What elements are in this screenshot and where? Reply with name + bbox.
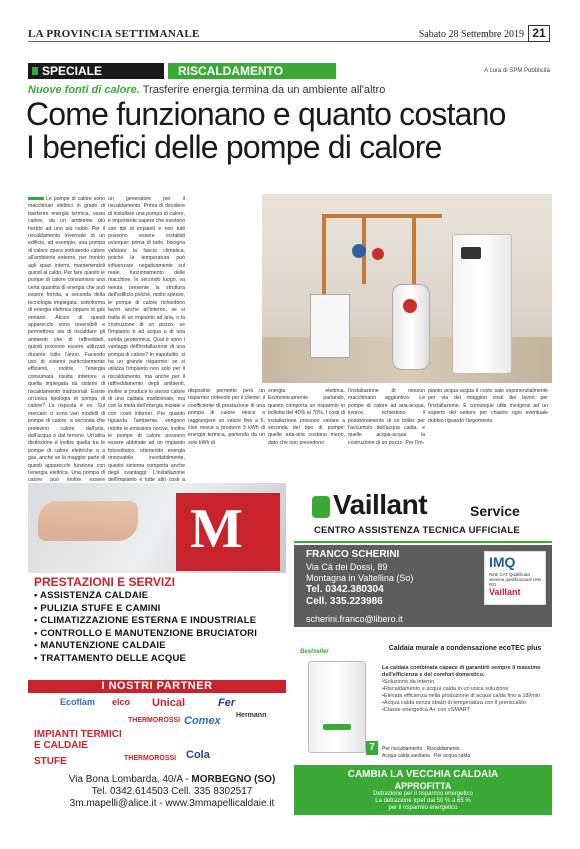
imq-brand: Vaillant bbox=[489, 587, 521, 597]
stufe-label: STUFE bbox=[34, 756, 67, 767]
vaillant-brand: Vaillant bbox=[333, 489, 428, 520]
photo-pump-blue bbox=[352, 244, 366, 258]
advert-phones: Tel. 0342.614503 Cell. 335 8302517 bbox=[91, 786, 253, 797]
vaillant-service: Service bbox=[470, 503, 520, 519]
services-heading: PRESTAZIONI E SERVIZI bbox=[34, 575, 175, 589]
legend-item: Per acqua calda bbox=[433, 753, 471, 759]
vaillant-header bbox=[294, 483, 552, 543]
vaillant-logo bbox=[312, 489, 427, 521]
product-description bbox=[382, 665, 548, 714]
address-city: MORBEGNO (SO) bbox=[191, 774, 276, 785]
advert-contacts: 3m.mapelli@alice.it - www.3mmapellicaldaie.it bbox=[69, 798, 275, 809]
article-headline bbox=[26, 98, 556, 164]
vaillant-centre: CENTRO ASSISTENZA TECNICA UFFICIALE bbox=[314, 525, 520, 536]
photo-water-tank bbox=[392, 284, 430, 370]
service-item: • ASSISTENZA CALDAIE bbox=[34, 590, 149, 601]
promo-line-3: Detrazione per il risparmio energetico bbox=[373, 791, 473, 797]
product-intro: La caldaia combinata capace di garantirti sempre il massimo dell'efficienza e del comfort domestico. bbox=[382, 665, 541, 678]
masthead bbox=[28, 28, 550, 42]
promo-line-1: CAMBIA LA VECCHIA CALDAIA bbox=[347, 769, 499, 780]
warranty-badge: 7 bbox=[366, 741, 378, 755]
product-point: •Acqua calda senza sbalzi di temperatura con il preriscaldo bbox=[382, 700, 526, 706]
energy-legend bbox=[382, 746, 548, 760]
service-item: • CONTROLLO E MANUTENZIONE BRUCIATORI bbox=[34, 627, 258, 639]
contact-email[interactable]: scherini.franco@libero.it bbox=[294, 611, 552, 627]
imq-text: Rete CAT Qualificata sistema qualificazione UNI 001 bbox=[489, 572, 541, 587]
product-point: •Soluzione da interno bbox=[382, 679, 435, 685]
partner-logo: Ecoflam bbox=[60, 697, 96, 707]
photo-pipe bbox=[322, 214, 442, 218]
headline-line-1: Come funzionano e quanto costano bbox=[26, 96, 506, 132]
legend-item: Per riscaldamento bbox=[382, 746, 423, 752]
photo-pump-red bbox=[372, 248, 384, 260]
services-list bbox=[34, 590, 257, 666]
promo-banner bbox=[294, 765, 552, 815]
article-column-1 bbox=[28, 196, 105, 484]
legend-item: Riscaldamento bbox=[426, 746, 460, 752]
column-1-text: Le pompe di calore sono macchinari elettrici in grado di trasferire energia termica, ossia calore, da un ambiente più freddo ad uno più caldo. Per il riscaldamento invernale di un edificio, ad esempio, una pompa di calore opera sottraendo calore all'ambiente esterno, per fornirlo agli spazi interni, mantenendoli quindi al caldo. Per fare questo le pompe di calore consumano una certa quantità di energia che può essere fornita, a seconda della tecnologia impiegata, sottoforma di energia elettrica oppure di gas metano. Alcuni di questi apparecchi sono reversibili e permettono sia di riscaldare gli ambienti che di raffreddarli, quindi possono essere utilizzati durante tutto l'anno. Facendo uso di sistemi particolarmente efficienti, inoltre, l'energia consumata risulta inferiore a quella impiegata da sistemi di riscaldamento tradizionali. Esiste un'unica tipologia di pompa di calore? La risposta è no. Sul mercato ci sono vari modelli di pompe di calore, a seconda che prelevino calore dall'aria, dall'acqua o dal terreno. Un'altra distinzione è inoltre quella tra le pompe di calore elettriche o a gas, anche se la maggior parte di questi apparecchi funziona con l'energia elettrica. Una pompa di calore può inoltre essere bbox=[28, 196, 105, 484]
promo-line-5: per il risparmio energetico bbox=[388, 805, 458, 811]
column-5-text: l'installazione di nessun macchinario aggiuntivo. Le pompe di calore ad aria-acqua, invece, richiedono il posizionamento di un boiler per l'accumulo dell'acqua calda, e quelle acqua-acqua la costruzione di un pozzo. Per l'im- bbox=[348, 388, 425, 446]
column-6-text: pianto acqua-acqua il costo sale esponenzialmente per via dei maggiori costi dei lavori per l'installazione. È comunque utile rivolgersi ad un esperto del settore per chiarire ogni eventuale dubbio riguardo l'argomento. bbox=[428, 388, 548, 424]
promo-line-4: La detrazione Irpef dal 50 % a 65 % bbox=[375, 798, 471, 804]
partners-heading: I NOSTRI PARTNER bbox=[28, 680, 286, 693]
advert-3m[interactable] bbox=[28, 483, 286, 815]
service-item: • TRATTAMENTO DELLE ACQUE bbox=[34, 652, 187, 664]
photo-control-unit bbox=[310, 294, 350, 358]
section-bar bbox=[28, 63, 550, 79]
product-point: •Classe energetica A+ con vSMART bbox=[382, 707, 470, 713]
photo-pipe bbox=[322, 214, 326, 294]
lead-marker bbox=[28, 197, 44, 200]
article-column-3 bbox=[188, 388, 265, 474]
column-3-text: dispositivi permette però un risparmio notevole per il cliente: il coefficiente di prestazione di una pompa di calore riesce a raggiungere un valore fino a 5, cioè riesce a produrre 5 kWh di energia termica, partendo da un solo kWh di bbox=[188, 388, 265, 446]
product-point: •Riscaldamento e acqua calda in un'unica soluzione bbox=[382, 686, 509, 692]
kicker-text: Trasferire energia termina da un ambiente all'altro bbox=[139, 84, 386, 96]
kicker-lead: Nuove fonti di calore. bbox=[28, 84, 140, 96]
advert-hand-image bbox=[38, 501, 138, 541]
partner-logo: Unical bbox=[152, 697, 186, 709]
imq-title: IMQ bbox=[489, 554, 516, 570]
partner-logo: THERMOROSSI bbox=[124, 755, 177, 762]
partner-logo: Comex bbox=[184, 715, 221, 727]
address-street: Via Bona Lombarda, 40/A - bbox=[68, 774, 192, 785]
3m-logo bbox=[176, 493, 280, 571]
contact-name: FRANCO SCHERINI bbox=[306, 549, 400, 560]
article-column-4 bbox=[268, 388, 345, 474]
article-column-2 bbox=[108, 196, 185, 484]
impianti-label: IMPIANTI TERMICI E CALDAIE bbox=[34, 729, 122, 751]
partner-logo: Fer bbox=[218, 697, 236, 709]
photo-heat-pump bbox=[452, 234, 512, 374]
contact-street: Via Cà dei Dossi, 89 bbox=[306, 562, 388, 572]
section-credit: A cura di SPM Pubblicità bbox=[484, 68, 550, 74]
section-label: SPECIALE bbox=[28, 63, 164, 79]
article-kicker bbox=[28, 84, 385, 96]
boiler-image bbox=[308, 661, 366, 753]
advert-photo bbox=[28, 483, 286, 573]
product-title: Caldaia murale a condensazione ecoTEC plus bbox=[388, 645, 542, 652]
bestseller-label: Bestseller bbox=[300, 649, 329, 655]
page-number: 21 bbox=[528, 25, 550, 42]
service-item: • PULIZIA STUFE E CAMINI bbox=[34, 602, 161, 614]
issue-date: Sabato 28 Settembre 2019 bbox=[418, 29, 524, 40]
service-item: • CLIMATIZZAZIONE ESTERNA E INDUSTRIALE bbox=[34, 615, 257, 627]
contact-tel: Tel. 0342.380304 bbox=[306, 584, 384, 595]
product-point: •Elevata efficienza nella produzione di acqua calda fino a 18l/min bbox=[382, 693, 541, 699]
vaillant-bunny-icon bbox=[312, 496, 330, 518]
column-4-text: energia elettrica. Economicamente parlando, questo comporta un risparmio in bolletta del 40% al 70%. I costi di installazione possono variare a seconda del tipo di pompe: quelle aria-aria costano meno, dato che non prevedono bbox=[268, 388, 345, 446]
contact-city: Montagna in Valtellina (So) bbox=[306, 573, 414, 583]
partner-logo: Cola bbox=[186, 749, 210, 761]
article-column-6 bbox=[428, 388, 548, 474]
section-topic: RISCALDAMENTO bbox=[168, 63, 336, 79]
advert-vaillant[interactable] bbox=[294, 483, 552, 815]
partner-logo: THERMOROSSI bbox=[128, 717, 181, 724]
advert-address bbox=[58, 774, 286, 810]
imq-badge bbox=[484, 551, 546, 605]
partner-logo: elco bbox=[112, 697, 131, 707]
headline-line-2: I benefici delle pompe di calore bbox=[26, 129, 442, 165]
article-photo bbox=[262, 194, 552, 383]
legend-item: Acqua calda sanitaria bbox=[382, 753, 430, 759]
3m-logo-letter: M bbox=[190, 498, 239, 560]
promo-line-2: APPROFITTA bbox=[394, 781, 452, 791]
photo-pipe bbox=[412, 214, 416, 284]
column-2-text: un generatore per il riscaldamento. Prima di decidere di installare una pompa di calore, è importante sapere che esistono vari tipi di impianti e non tutti possono essere installati ovunque: prima di tutto, bisogna valutare la fascia climatica, poiché la temperatura può influenzare negativamente sul reale funzionamento delle macchine. In secondo luogo, va tenuta presente la struttura dell'edificio poiché, molto spesso, le pompe di calore richiedono lavori anche all'interno, se si tratta di un impianto ad aria, o la costruzione di un pozzo, se l'impianto è ad acqua o di una sonda geotermica. Qual è sono i vantaggi dell'installazione di una pompa di calore? In naputuitto, si ha un grande risparmio: se si utilizza l'impianto non solo per il riscaldamento, ma anche per il raffreddamento degli ambienti, inoltre si produce lo stesso calore di una caldaia tradizionale, ma con la metà dell'energia iniziale e con costi inferiori. Per quanto riguarda l'ambiente, vengono ridotte le emissioni nocive, inoltre le pompe di calore possono essere abbinate ad un impianto fotovoltaico, ottenendo energia rinnovabile, inevitabilmente, questo sistema comporta anche degli svantaggi. L'installazione dell'impianto e tutte altri costi a bbox=[108, 196, 185, 484]
contact-cell: Cell. 335.223986 bbox=[306, 596, 383, 607]
service-item: • MANUTENZIONE CALDAIE bbox=[34, 640, 166, 652]
publication-name: LA PROVINCIA SETTIMANALE bbox=[28, 28, 200, 40]
article-column-5 bbox=[348, 388, 425, 474]
partner-logo: Hermann bbox=[236, 712, 267, 719]
